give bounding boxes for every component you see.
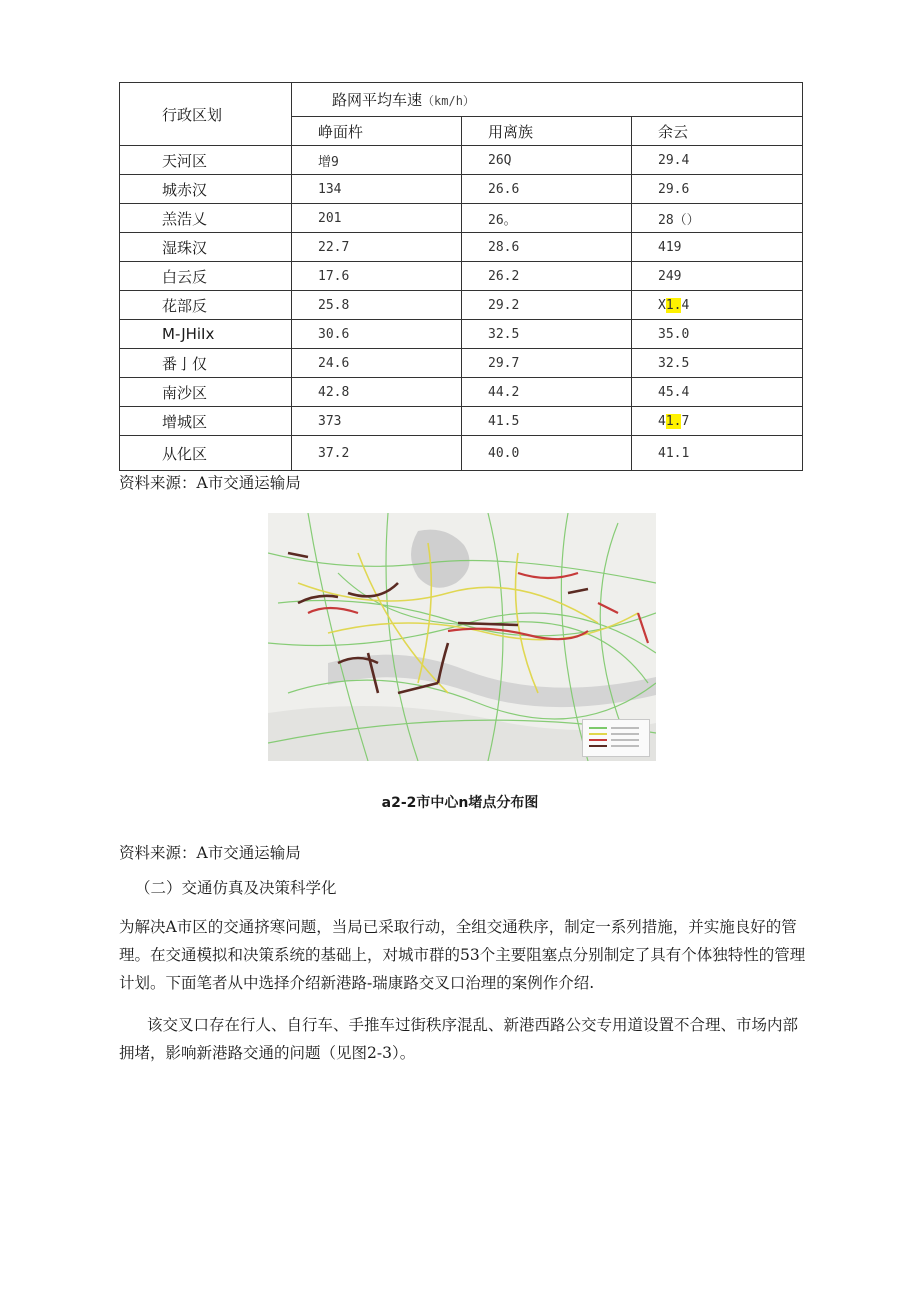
value-cell: 17.6 [292, 262, 462, 291]
district-cell: 羔浩乂 [120, 204, 292, 233]
table-header-row [120, 83, 803, 117]
highlighted-value: 1. [665, 413, 682, 429]
speed-column-header [292, 83, 803, 117]
body-paragraph: 该交叉口存在行人、自行车、手推车过街秩序混乱、新港西路公交专用道设置不合理、市场内部拥堵，影响新港路交通的问题（见图2-3）。 [119, 1016, 799, 1062]
value-cell: 32.5 [632, 349, 803, 378]
value-cell: 24.6 [292, 349, 462, 378]
speed-title: 路网平均车速 [332, 91, 423, 109]
district-column-header: 行政区划 [120, 83, 292, 146]
value-cell: 35.0 [632, 320, 803, 349]
district-cell: 湿珠汉 [120, 233, 292, 262]
value-cell: 41.5 [462, 407, 632, 436]
district-cell: 从化区 [120, 436, 292, 471]
highlighted-value: 1. [665, 297, 682, 313]
value-cell: 201 [292, 204, 462, 233]
district-cell: 白云反 [120, 262, 292, 291]
value-cell: 419 [632, 233, 803, 262]
subcolumn-header-2: 用离族 [462, 117, 632, 146]
value-cell: 30.6 [292, 320, 462, 349]
speed-table [119, 82, 803, 471]
value-cell [632, 407, 803, 436]
value-suffix: 7 [681, 413, 690, 429]
district-cell: M-JHiIx [120, 320, 292, 349]
value-cell: 29.6 [632, 175, 803, 204]
table-row [120, 175, 803, 204]
source-note-2: 资料来源：A市交通运输局 [119, 844, 301, 862]
value-cell: 26.2 [462, 262, 632, 291]
value-cell: 41.1 [632, 436, 803, 471]
congestion-map [268, 513, 656, 761]
value-suffix: 4 [681, 297, 690, 313]
subcolumn-header-1: 峥面杵 [292, 117, 462, 146]
district-cell: 番亅仅 [120, 349, 292, 378]
table-row [120, 204, 803, 233]
value-cell: 29.7 [462, 349, 632, 378]
value-cell: 373 [292, 407, 462, 436]
speed-unit: （km/h） [422, 94, 475, 108]
value-cell: 26Q [462, 146, 632, 175]
value-cell: 42.8 [292, 378, 462, 407]
source-note-1: 资料来源：A市交通运输局 [119, 474, 301, 492]
value-cell: 28（） [632, 204, 803, 233]
table-row [120, 233, 803, 262]
table-row [120, 291, 803, 320]
value-prefix: 4 [658, 413, 666, 429]
subcolumn-header-3: 余云 [632, 117, 803, 146]
table-row [120, 436, 803, 471]
value-cell: 29.4 [632, 146, 803, 175]
value-prefix: X [658, 297, 666, 313]
value-cell: 25.8 [292, 291, 462, 320]
district-cell: 增城区 [120, 407, 292, 436]
figure-caption: a2-2市中心n堵点分布图 [381, 795, 539, 811]
value-cell [632, 291, 803, 320]
value-cell: 40.0 [462, 436, 632, 471]
table-row [120, 378, 803, 407]
table-row [120, 262, 803, 291]
district-cell: 城赤汉 [120, 175, 292, 204]
value-cell: 22.7 [292, 233, 462, 262]
district-cell: 花部反 [120, 291, 292, 320]
map-legend [582, 719, 650, 757]
value-cell: 32.5 [462, 320, 632, 349]
table-row [120, 349, 803, 378]
value-cell: 134 [292, 175, 462, 204]
body-paragraph: 为解决A市区的交通挤寒问题，当局已采取行动，全组交通秩序，制定一系列措施，并实施良好的管理。在交通模拟和决策系统的基础上，对城市群的53个主要阻塞点分别制定了具有个体独特性的管理计划。下面笔者从中选择介绍新港路-瑞康路交叉口治理的案例作介绍. [119, 918, 806, 992]
section-heading: （二）交通仿真及决策科学化 [135, 879, 337, 897]
value-cell: 26。 [462, 204, 632, 233]
district-cell: 南沙区 [120, 378, 292, 407]
value-cell: 26.6 [462, 175, 632, 204]
district-cell: 天河区 [120, 146, 292, 175]
value-cell: 44.2 [462, 378, 632, 407]
table-row [120, 146, 803, 175]
value-cell: 249 [632, 262, 803, 291]
value-cell: 29.2 [462, 291, 632, 320]
value-cell: 45.4 [632, 378, 803, 407]
value-cell: 增9 [292, 146, 462, 175]
table-row [120, 320, 803, 349]
value-cell: 37.2 [292, 436, 462, 471]
value-cell: 28.6 [462, 233, 632, 262]
table-row [120, 407, 803, 436]
